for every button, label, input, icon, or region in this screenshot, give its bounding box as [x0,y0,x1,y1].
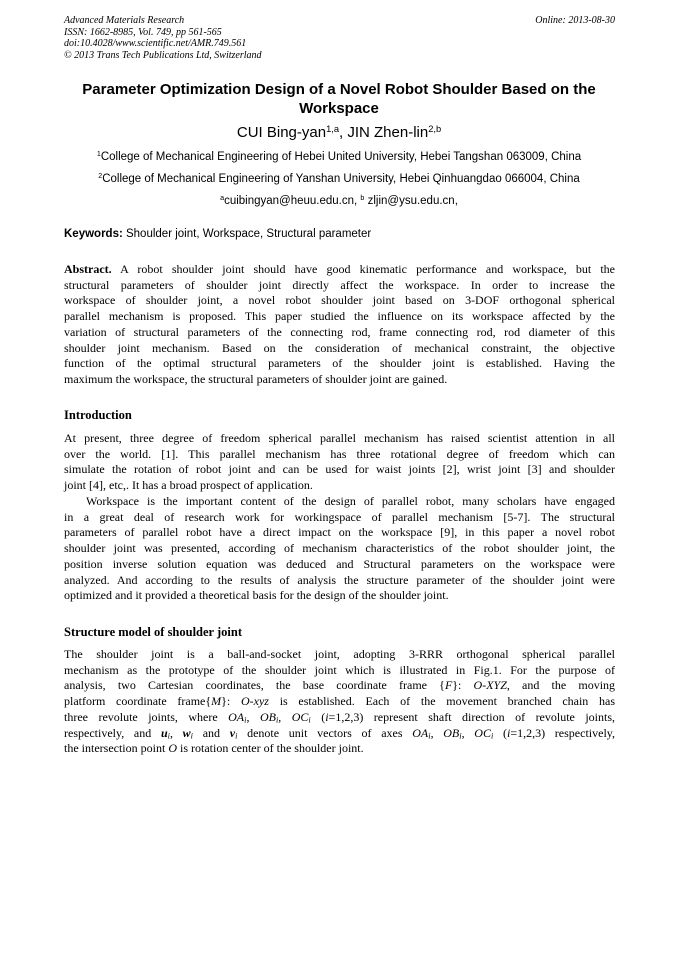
journal-header [64,15,615,61]
author-line: CUI Bing-yan$^{1,a}$, JIN Zhen-lin$^{2,b}$ [236,123,442,141]
online-date: Online: 2013-08-30 [535,15,615,26]
copyright-line: © 2013 Trans Tech Publications Ltd, Switzerland [64,49,262,61]
intro-paragraph-2: Workspace is the important content of the design of parallel robot, many scholars have engaged in a great deal of research work for workingspace of parallel mechanism [5-7]. The structural parameters of parallel robot have a direct impact on the workspace [9], in this paper a novel robot shoulder joint was presented, according of mechanism characteristics of the robot shoulder joint, the position inverse solution equation was deduced and Structural parameters on the workspace were analyzed. And according to the results of analysis the structure parameter of the shoulder joint were optimized and it provided a theoretical basis for the design of the shoulder joint. [64,494,615,603]
intro-paragraph-1: At present, three degree of freedom spherical parallel mechanism has raised scientist attention in all over the world. [1]. This parallel mechanism has three rotational degree of freedom which can simulate the rotation of robot joint and can be used for waist joints [2], wrist joint [3] and shoulder joint [4], etc,. It has a broad prospect of application. [64,431,615,493]
doi-line: doi:10.4028/www.scientific.net/AMR.749.561 [64,38,247,50]
affiliation-2: $^2$College of Mechanical Engineering of Yanshan University, Hebei Qinhuangdao 066004, China [98,172,580,185]
keywords-label: Keywords: [64,228,123,240]
section-heading-introduction: Introduction [64,408,132,422]
issn-line: ISSN: 1662-8985, Vol. 749, pp 561-565 [64,26,222,38]
structure-paragraph: The shoulder joint is a ball-and-socket joint, adopting 3-RRR orthogonal spherical parallel mechanism as the prototype of the shoulder joint which is illustrated in Fig.1. For the purpose of analysis, two Cartesian coordinates, the base coordinate frame {F}: O-XYZ, and the moving platform coordinate frame{M}: O-xyz is established. Each of the movement branched chain has three revolute joints, where $OA_i$, $OB_i$, $OC_i$ (i=1,2,3) represent shaft direction of revolute joints, respectively, and $u_i$, $w_i$ and $v_i$ denote unit vectors of axes $OA_i$, $OB_i$, $OC_i$ (i=1,2,3) respectively, the intersection point O is rotation center of the shoulder joint. [64,647,616,756]
affiliation-1: $^1$College of Mechanical Engineering of Hebei United University, Hebei Tangshan 063009, China [96,150,582,163]
journal-name: Advanced Materials Research [64,15,185,26]
paper-title: Parameter Optimization Design of a Novel Robot Shoulder Based on the Workspace [82,81,596,117]
author-1: CUI Bing-yan [236,124,327,141]
keywords: Keywords: Shoulder joint, Workspace, Structural parameter [64,228,372,240]
email-line: $^a$cuibingyan@heuu.edu.cn, $^b$ zljin@ysu.edu.cn, [220,194,458,207]
abstract: Abstract. A robot shoulder joint should have good kinematic performance and workspace, but the structural parameters of shoulder joint directly affect the workspace. In order to increase the workspace of shoulder joint, a novel robot shoulder joint based on 3-DOF orthogonal spherical parallel mechanism is proposed. This paper studied the influence on its workspace affected by the variation of structural parameters of the connecting rod, frame connecting rod, rod diameter of this shoulder joint mechanism. Based on the consideration of mechanical constraint, the objective function of the optimal structural parameters of the shoulder joint is established. Having the maximum the workspace, the structural parameters of shoulder joint are gained. [64,262,615,386]
author-2: JIN Zhen-lin [347,124,429,141]
section-heading-structure-model: Structure model of shoulder joint [64,625,243,639]
abstract-label: Abstract. [64,262,112,276]
